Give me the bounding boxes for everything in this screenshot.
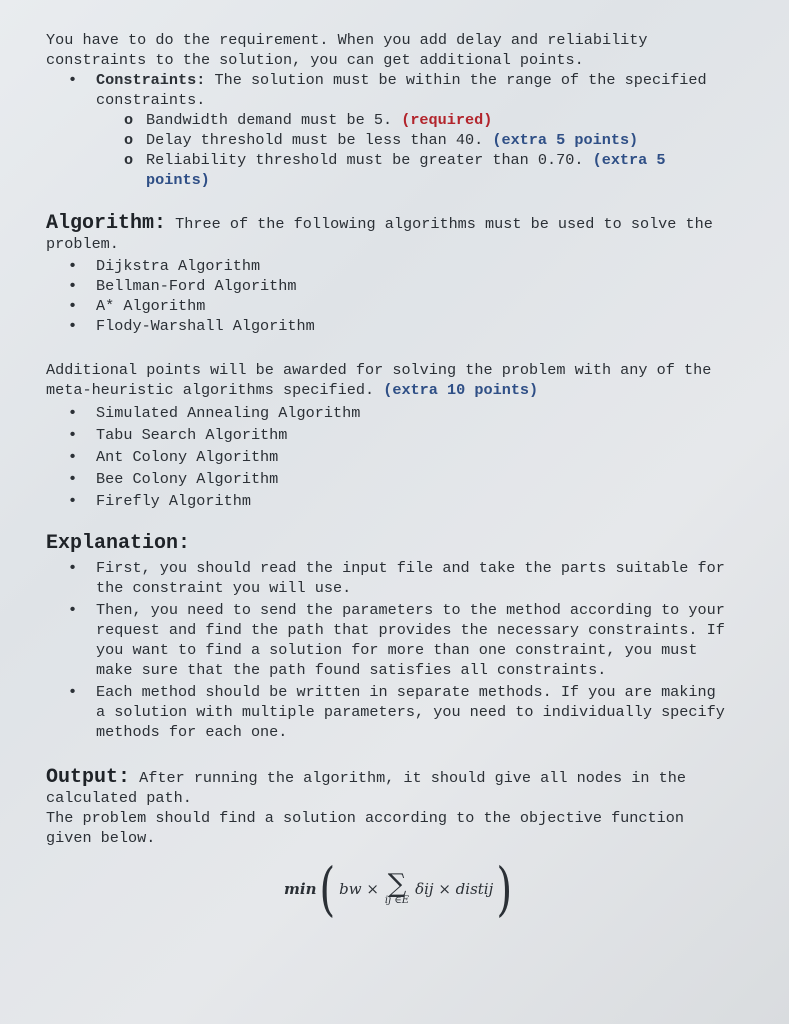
objective-formula: [284, 855, 727, 923]
output-text: After running the algorithm, it should give all nodes in the calculated path.: [46, 769, 686, 807]
algorithm-list: [46, 256, 727, 336]
explanation-heading: Explanation:: [46, 532, 191, 555]
formula-min: min: [284, 880, 317, 898]
additional-text: Additional points will be awarded for solving the problem with any of the meta-heuristic algorithms specified.: [46, 361, 712, 399]
list-item: • Firefly Algorithm: [46, 490, 727, 512]
constraint-bandwidth: o Bandwidth demand must be 5. (required): [46, 110, 727, 130]
formula-sum-subscript: ij ∈E: [384, 895, 410, 906]
list-item: • Dijkstra Algorithm: [46, 256, 727, 276]
constraints-text: The solution must be within the range of the specified constraints.: [96, 71, 707, 109]
formula-sigma: ∑: [387, 869, 407, 899]
constraints-list: [46, 70, 727, 190]
constraint-sub-list: [46, 110, 727, 190]
additional-tag: (extra 10 points): [383, 381, 539, 399]
list-item: • Bee Colony Algorithm: [46, 468, 727, 490]
formula-bw: bw ×: [339, 880, 379, 898]
algorithm-text: Three of the following algorithms must be used to solve the problem.: [46, 215, 713, 253]
explanation-list: [46, 558, 727, 742]
formula-term: δij × distij: [415, 880, 494, 898]
list-item: • Flody-Warshall Algorithm: [46, 316, 727, 336]
formula-right-paren: ): [496, 855, 513, 923]
intro-text: You have to do the requirement. When you add delay and reliability constraints to the solution, you can get additional points.: [46, 31, 648, 69]
constraints-label: Constraints:: [96, 71, 206, 89]
explanation-section: [46, 534, 727, 742]
metaheuristic-list: [46, 402, 727, 512]
constraint-reliability: o Reliability threshold must be greater than 0.70. (extra 5 points): [46, 150, 727, 190]
list-item: • A* Algorithm: [46, 296, 727, 316]
output-heading: Output:: [46, 766, 131, 789]
intro-section: [46, 30, 727, 190]
list-item: • First, you should read the input file and take the parts suitable for the constraint you will use.: [46, 558, 727, 598]
list-item: • Bellman-Ford Algorithm: [46, 276, 727, 296]
algorithm-heading: Algorithm:: [46, 212, 167, 235]
formula-left-paren: (: [319, 855, 336, 923]
output-section: [46, 768, 727, 848]
additional-section: [46, 360, 727, 512]
list-item: • Ant Colony Algorithm: [46, 446, 727, 468]
constraints-item: [46, 70, 727, 190]
algorithm-section: [46, 214, 727, 336]
formula-sum: [384, 869, 410, 906]
list-item: • Each method should be written in separate methods. If you are making a solution with multiple parameters, you need to individually specify methods for each one.: [46, 682, 727, 742]
list-item: • Tabu Search Algorithm: [46, 424, 727, 446]
list-item: • Simulated Annealing Algorithm: [46, 402, 727, 424]
list-item: • Then, you need to send the parameters to the method according to your request and find the path that provides the necessary constraints. If you want to find a solution for more than one constraint, you must make sure that the path found satisfies all constraints.: [46, 600, 727, 680]
output-text-2: The problem should find a solution according to the objective function given below.: [46, 809, 684, 847]
constraint-delay: o Delay threshold must be less than 40. (extra 5 points): [46, 130, 727, 150]
